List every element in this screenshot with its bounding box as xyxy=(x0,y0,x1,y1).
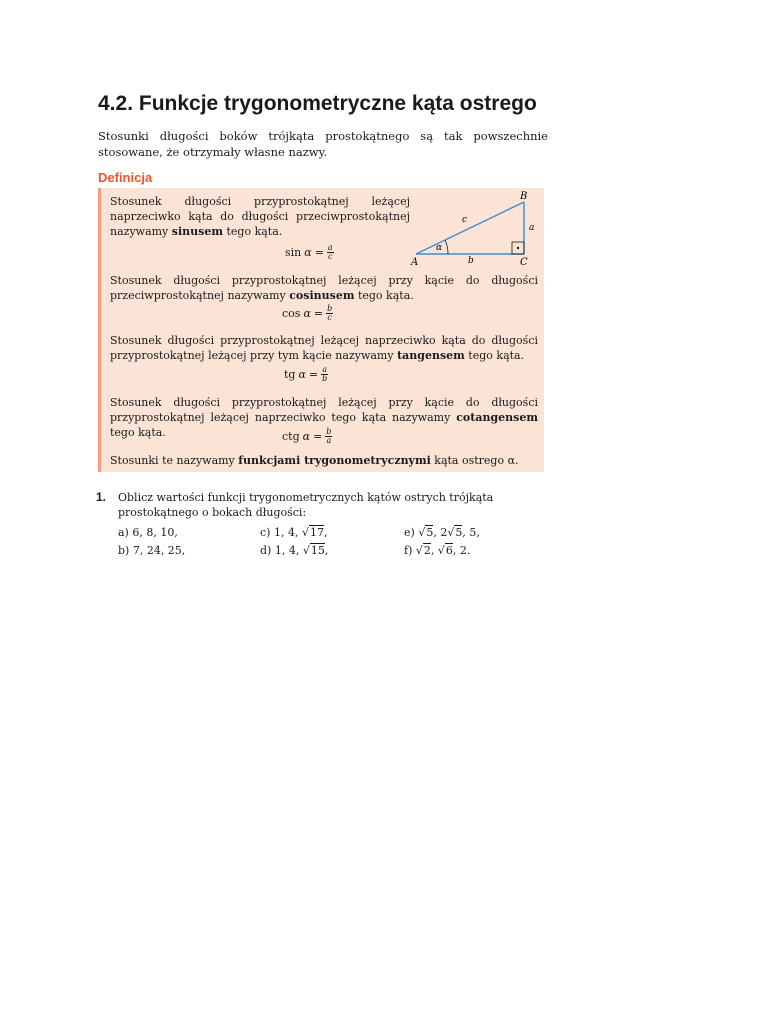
option-e-suffix: , 5, xyxy=(462,526,480,539)
alpha-symbol: α xyxy=(303,307,311,320)
fraction-numerator: b xyxy=(327,304,333,313)
option-c-root: 17 xyxy=(309,526,324,539)
exercise-text: Oblicz wartości funkcji trygonometrycznych kątów ostrych trójkąta prostokątnego o bokach długości: xyxy=(118,491,494,519)
tangent-text-end: tego kąta. xyxy=(464,349,525,362)
cosine-fraction xyxy=(326,305,333,322)
cotangent-text-end: tego kąta. xyxy=(110,426,166,439)
option-a: a) 6, 8, 10, xyxy=(118,526,178,539)
fraction-numerator: b xyxy=(326,427,332,436)
option-c: c) 1, 4, √17, xyxy=(260,526,328,539)
summary-definition xyxy=(110,453,538,468)
option-f-root2: 6 xyxy=(445,544,453,557)
section-title: 4.2. Funkcje trygonometryczne kąta ostrego xyxy=(98,92,537,115)
fraction-denominator: a xyxy=(326,436,332,445)
summary-text-end: kąta ostrego α. xyxy=(430,454,519,467)
option-b: b) 7, 24, 25, xyxy=(118,544,186,557)
tangent-definition xyxy=(110,333,538,363)
option-e-mid: , 2 xyxy=(433,526,448,539)
cosine-term: cosinusem xyxy=(289,289,355,302)
fraction-denominator: c xyxy=(328,252,333,261)
cosine-text: Stosunek długości przyprostokątnej leżącej przy kącie do długości przeciwprostokątnej nazywamy xyxy=(110,274,538,302)
option-d-root: 15 xyxy=(310,544,325,557)
option-d: d) 1, 4, √15, xyxy=(260,544,329,557)
cotangent-term: cotangensem xyxy=(456,411,538,424)
option-c-text: c) 1, 4, xyxy=(260,526,302,539)
summary-term: funkcjami trygonometrycznymi xyxy=(238,454,431,467)
option-d-text: d) 1, 4, xyxy=(260,544,303,557)
option-f-suffix: , 2. xyxy=(452,544,471,557)
fraction-numerator: a xyxy=(327,243,333,252)
cotangent-fraction xyxy=(325,428,332,445)
side-label-a: a xyxy=(529,223,535,233)
cosine-text-end: tego kąta. xyxy=(354,289,414,302)
vertex-label-c: C xyxy=(520,257,528,266)
cotangent-text: Stosunek długości przyprostokątnej leżącej przy kącie do długości przyprostokątnej leżącej naprzeciwko tego kąta nazywamy xyxy=(110,396,538,424)
angle-alpha-arc xyxy=(445,240,448,254)
summary-text: Stosunki te nazywamy xyxy=(110,454,239,467)
equals-sign: = xyxy=(313,430,323,443)
cosine-fn: cos xyxy=(282,307,301,320)
side-label-b: b xyxy=(468,256,474,266)
vertex-label-a: A xyxy=(411,257,419,266)
option-f-mid: , xyxy=(430,544,438,557)
fraction-denominator: c xyxy=(327,313,332,322)
fraction-denominator: b xyxy=(322,374,328,383)
side-c-line xyxy=(416,202,524,254)
cosine-definition xyxy=(110,273,538,303)
tangent-text: Stosunek długości przyprostokątnej leżącej naprzeciwko kąta do długości przyprostokątnej leżącej przy tym kącie nazywamy xyxy=(110,334,538,362)
option-f-root1: 2 xyxy=(423,544,431,557)
fraction-numerator: a xyxy=(322,365,328,374)
right-triangle-figure xyxy=(408,190,544,266)
sine-formula xyxy=(285,244,334,261)
equals-sign: = xyxy=(308,368,319,381)
alpha-symbol: α xyxy=(302,430,311,443)
option-e-text: e) xyxy=(404,526,419,539)
option-f-text: f) xyxy=(404,544,416,557)
cotangent-fn: ctg xyxy=(282,430,300,443)
tangent-fn: tg xyxy=(284,368,296,381)
option-e-root2: 5 xyxy=(455,526,463,539)
sine-text-end: tego kąta. xyxy=(222,225,283,238)
tangent-formula xyxy=(284,366,328,383)
angle-label-alpha: α xyxy=(436,243,443,253)
sine-fraction xyxy=(327,244,334,261)
cotangent-formula xyxy=(282,428,332,445)
intro-paragraph: Stosunki długości boków trójkąta prostokątnego są tak powszechnie stosowane, że otrzymały własne nazwy. xyxy=(98,129,548,159)
option-f: f) √2, √6, 2. xyxy=(404,544,471,557)
exercise-block xyxy=(96,486,578,568)
option-e: e) √5, 2√5, 5, xyxy=(404,526,480,539)
alpha-symbol: α xyxy=(304,246,312,259)
tangent-term: tangensem xyxy=(397,349,465,362)
sine-definition xyxy=(110,194,410,239)
equals-sign: = xyxy=(313,307,324,320)
definition-label: Definicja xyxy=(98,170,153,185)
exercise-number: 1. xyxy=(96,490,107,504)
right-angle-dot xyxy=(517,247,519,249)
cosine-formula xyxy=(282,305,333,322)
sine-text: Stosunek długości przyprostokątnej leżącej naprzeciwko kąta do długości przeciwprostokątnej nazywamy xyxy=(110,195,410,238)
option-e-root1: 5 xyxy=(426,526,434,539)
tangent-fraction xyxy=(321,366,328,383)
alpha-symbol: α xyxy=(298,368,306,381)
sine-term: sinusem xyxy=(171,225,223,238)
side-label-c: c xyxy=(462,215,468,225)
sine-fn: sin xyxy=(285,246,302,259)
equals-sign: = xyxy=(314,246,324,259)
vertex-label-b: B xyxy=(520,191,528,202)
